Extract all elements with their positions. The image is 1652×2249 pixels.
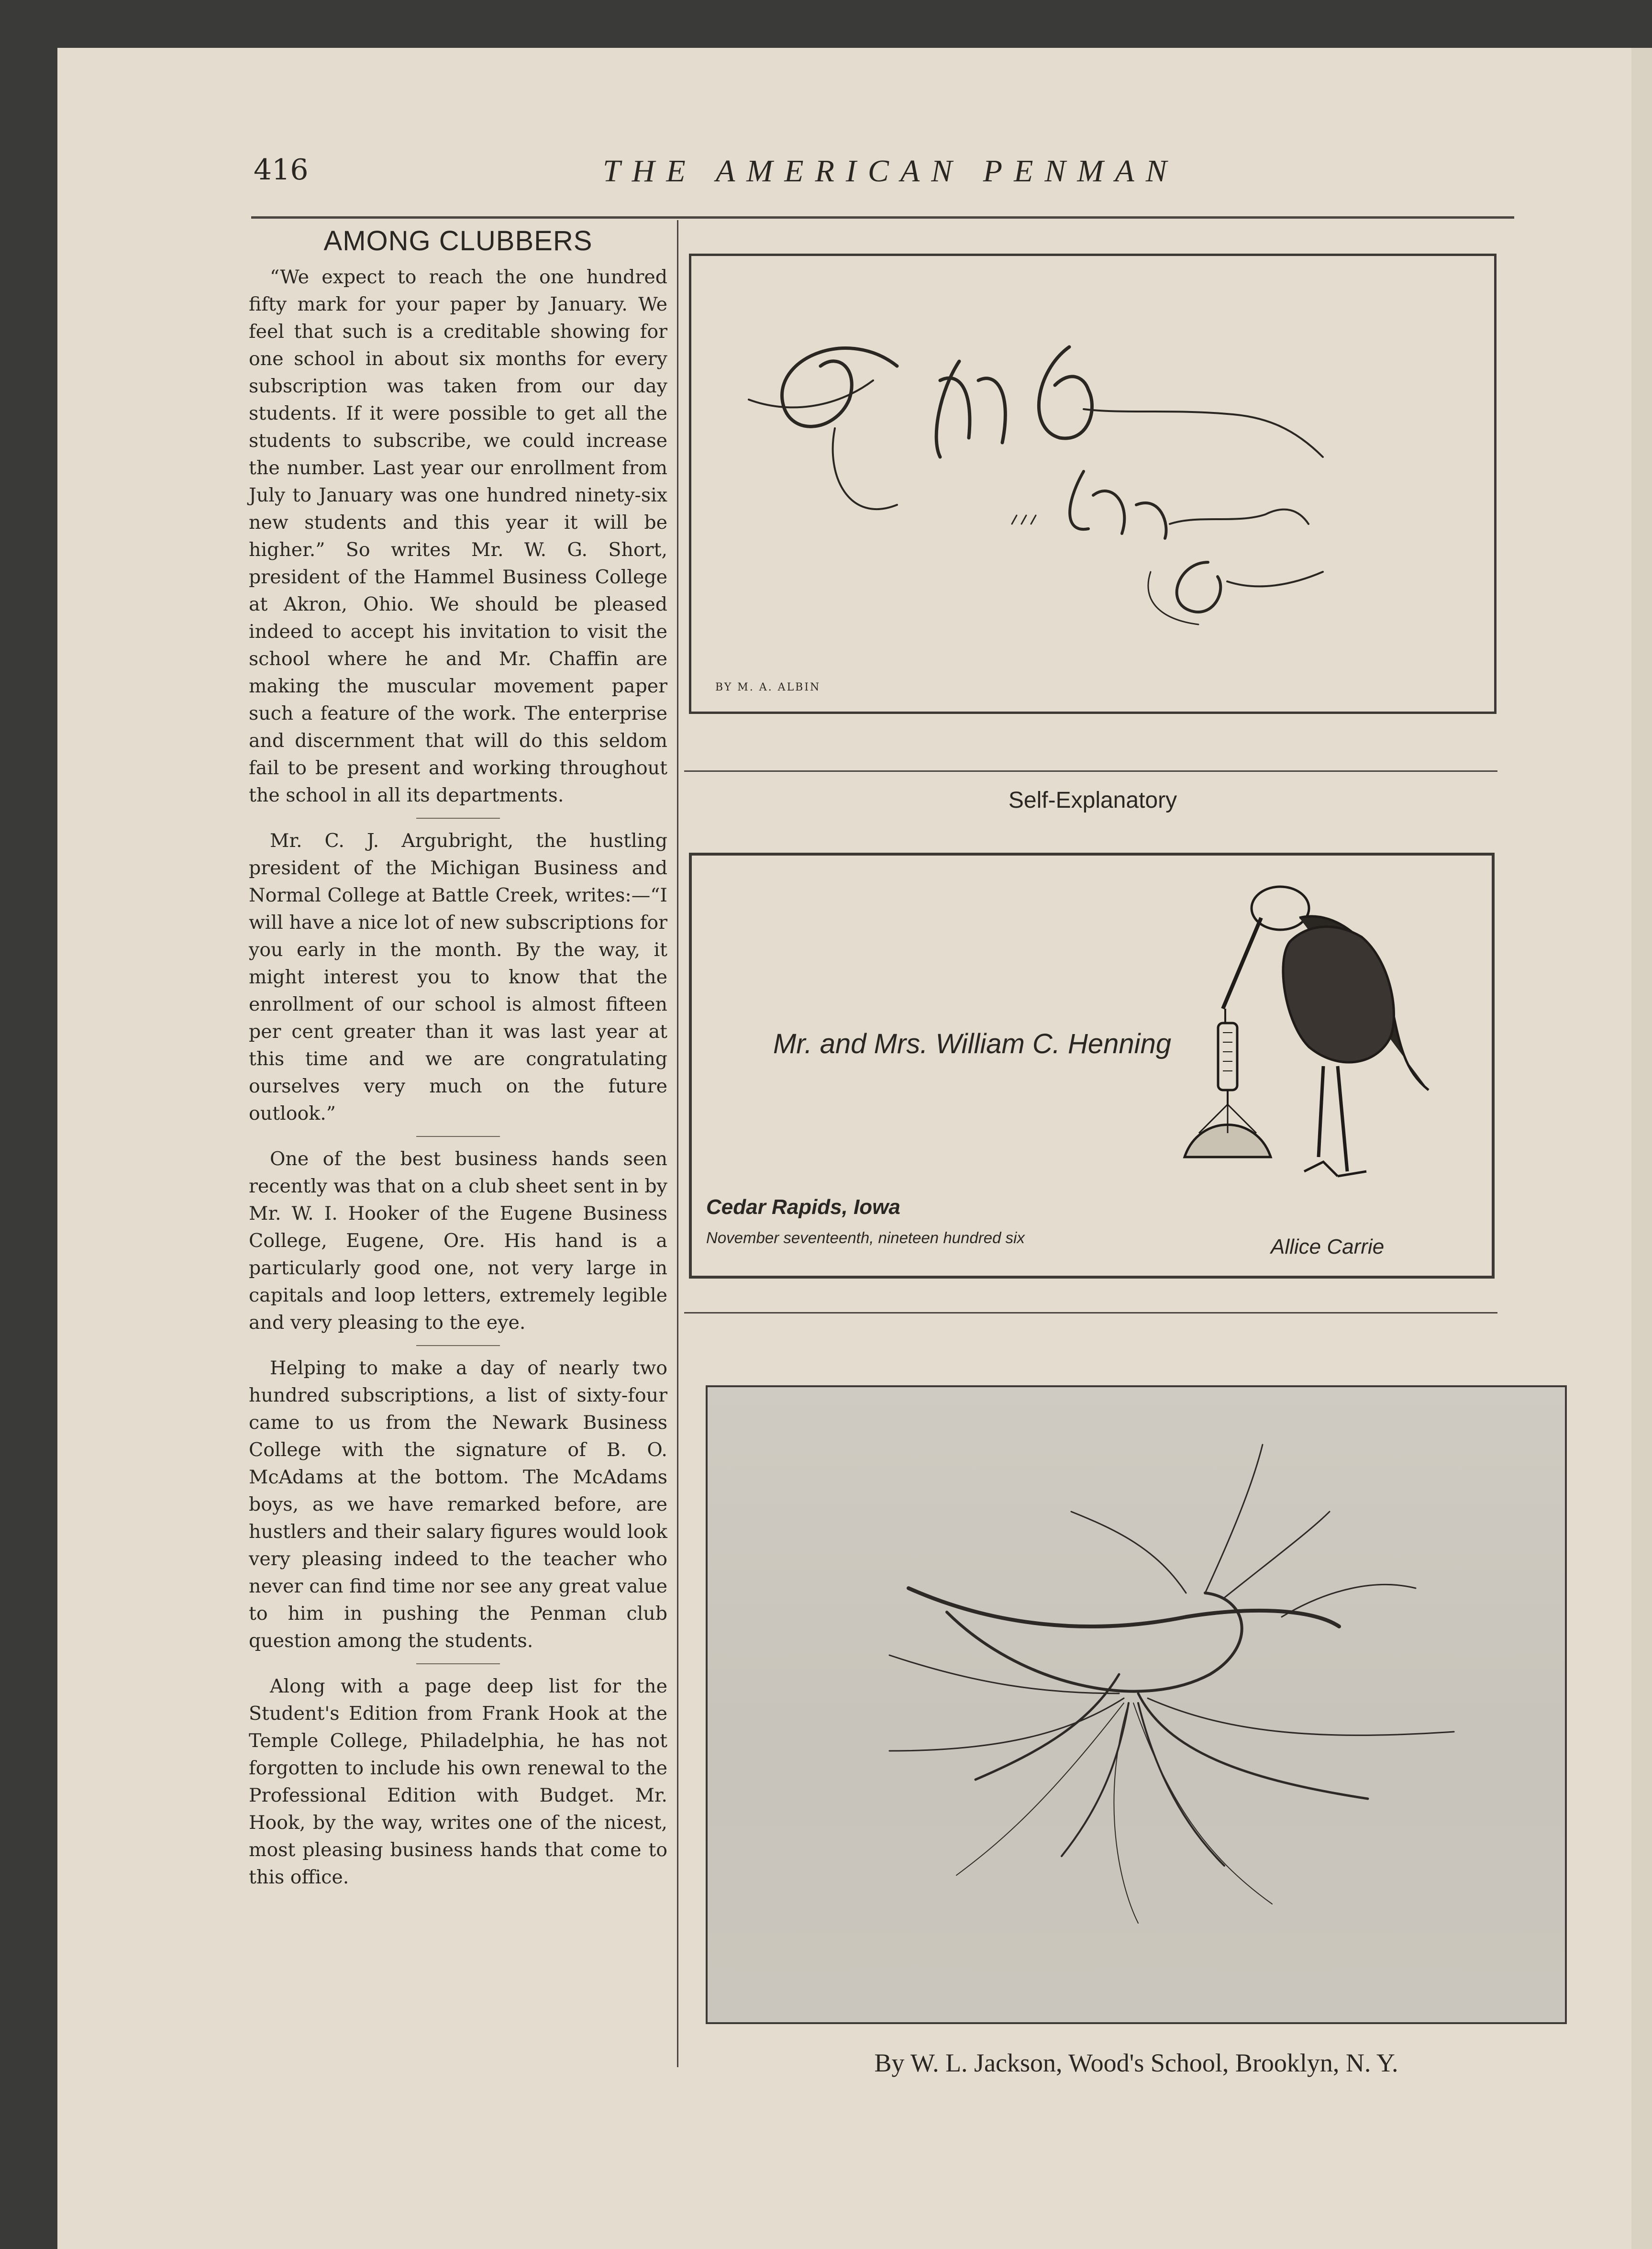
card-byline: BY M. A. ALBIN: [715, 681, 821, 693]
separator-rule: [416, 1345, 500, 1346]
baby-name: Allice Carrie: [1271, 1235, 1385, 1258]
stork-icon: [1180, 865, 1448, 1229]
paragraph: Along with a page deep list for the Student's Edition from Frank Hook at the Temple College, Philadelphia, he has not forgotten to include his own renewal to the Professional Edition with Budget. Mr. Hook, by the way, writes one of the nicest, most pleasing business hands that come to this office.: [249, 1675, 667, 1888]
place-line: Cedar Rapids, Iowa: [706, 1195, 900, 1219]
separator-rule: [416, 818, 500, 819]
address-card: [689, 254, 1497, 714]
header-rule: [251, 216, 1514, 219]
paragraph: Helping to make a day of nearly two hundred subscriptions, a list of sixty-four came to us from the Newark Business College with the signature of B. O. McAdams at the bottom. The McAdams boys, as we have remarked before, are hustlers and their salary figures would look very pleasing indeed to the teacher who never can find time nor see any great value to him in pushing the Penman club question among the students.: [249, 1357, 667, 1652]
section-heading: AMONG CLUBBERS: [323, 225, 593, 256]
running-title: THE AMERICAN PENMAN: [603, 154, 1178, 189]
self-explanatory-heading: Self-Explanatory: [1008, 788, 1177, 813]
separator-rule: [416, 1136, 500, 1137]
separator-rule: [416, 1663, 500, 1664]
column-divider: [677, 220, 678, 2067]
page-edge: [1631, 48, 1652, 2249]
bird-flourish-illustration: [708, 1387, 1565, 2022]
paragraph: “We expect to reach the one hundred fifty mark for your paper by January. We feel that such is a creditable showing for one school in about six months for every subscription was taken from our day students. If it were possible to get all the students to subscribe, we could increase the number. Last year our enrollment from July to January was one hundred ninety-six new students and this year it will be higher.” So writes Mr. W. G. Short, president of the Hammel Business College at Akron, Ohio. We should be pleased indeed to accept his invitation to visit the school where he and Mr. Chaffin are making the muscular movement paper such a feature of the work. The enterprise and discernment that will do this seldom fail to be present and working throughout the school in all its departments.: [249, 266, 667, 806]
signature-illustration: [691, 256, 1494, 712]
page-number: 416: [254, 153, 309, 187]
flourish-photo: [706, 1385, 1567, 2024]
among-clubbers-column: [249, 225, 667, 1891]
section-rule: [684, 770, 1497, 772]
flourish-caption: By W. L. Jackson, Wood's School, Brooklyn, N. Y.: [874, 2049, 1398, 2077]
paragraph: Mr. C. J. Argubright, the hustling president of the Michigan Business and Normal College at Battle Creek, writes:—“I will have a nice lot of new subscriptions for you early in the month. By the way, it might interest you to know that the enrollment of our school is almost fifteen per cent greater than it was last year at this time and we are congratulating ourselves very much on the future outlook.”: [249, 830, 667, 1124]
date-line: November seventeenth, nineteen hundred six: [706, 1229, 1025, 1247]
parents-names: Mr. and Mrs. William C. Henning: [773, 1028, 1172, 1059]
section-rule: [684, 1312, 1497, 1314]
birth-announcement-card: [689, 853, 1495, 1279]
paragraph: One of the best business hands seen recently was that on a club sheet sent in by Mr. W. I. Hooker of the Eugene Business College, Eugene, Ore. His hand is a particularly good one, not very large in capitals and loop letters, extremely legible and very pleasing to the eye.: [249, 1148, 667, 1334]
